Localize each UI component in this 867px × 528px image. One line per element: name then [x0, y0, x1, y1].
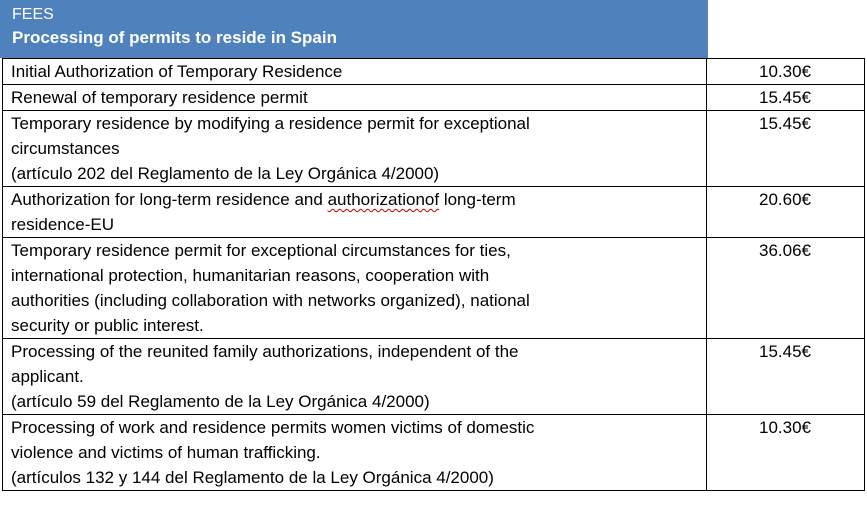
- description-line: authorities (including collaboration with networks organized), national: [11, 291, 530, 310]
- description-line: security or public interest.: [11, 316, 204, 335]
- description-line: Processing of work and residence permits women victims of domestic: [11, 418, 535, 437]
- row-price: 15.45€: [707, 339, 865, 415]
- description-line: circumstances: [11, 139, 120, 158]
- description-line: (artículo 202 del Reglamento de la Ley Orgánica 4/2000): [11, 164, 440, 183]
- description-line: Processing of the reunited family authorizations, independent of the: [11, 342, 519, 361]
- table-row: [3, 238, 865, 339]
- table-row: [3, 339, 865, 415]
- description-line: (artículo 59 del Reglamento de la Ley Orgánica 4/2000): [11, 392, 430, 411]
- row-price: 10.30€: [707, 59, 865, 85]
- description-line: violence and victims of human trafficking.: [11, 443, 321, 462]
- row-description: [3, 59, 707, 85]
- description-line: Renewal of temporary residence permit: [11, 88, 308, 107]
- description-line: residence-EU: [11, 215, 114, 234]
- table-row: [3, 85, 865, 111]
- description-line: international protection, humanitarian reasons, cooperation with: [11, 266, 490, 285]
- description-line: Temporary residence by modifying a residence permit for exceptional: [11, 114, 530, 133]
- table-row: [3, 111, 865, 187]
- table-row: [3, 415, 865, 491]
- row-price: 15.45€: [707, 85, 865, 111]
- description-line: Temporary residence permit for exceptional circumstances for ties,: [11, 241, 511, 260]
- row-price: 15.45€: [707, 111, 865, 187]
- table-row: [3, 187, 865, 238]
- row-description: [3, 238, 707, 339]
- description-text: long-term: [439, 190, 516, 209]
- description-line: (artículos 132 y 144 del Reglamento de la Ley Orgánica 4/2000): [11, 468, 494, 487]
- header-subtitle: Processing of permits to reside in Spain: [12, 28, 337, 47]
- description-line: [11, 187, 702, 212]
- row-price: 10.30€: [707, 415, 865, 491]
- row-description: [3, 415, 707, 491]
- row-description: [3, 339, 707, 415]
- row-description: [3, 111, 707, 187]
- row-description: [3, 187, 707, 238]
- fees-table: [2, 58, 865, 491]
- row-price: 36.06€: [707, 238, 865, 339]
- row-description: [3, 85, 707, 111]
- description-text: Authorization for long-term residence and: [11, 190, 328, 209]
- header-title: FEES: [12, 6, 54, 23]
- description-line: applicant.: [11, 367, 84, 386]
- row-price: 20.60€: [707, 187, 865, 238]
- table-row: [3, 59, 865, 85]
- description-line: Initial Authorization of Temporary Residence: [11, 62, 343, 81]
- spellcheck-flagged-word: authorizationof: [327, 190, 440, 209]
- table-header: [0, 0, 708, 58]
